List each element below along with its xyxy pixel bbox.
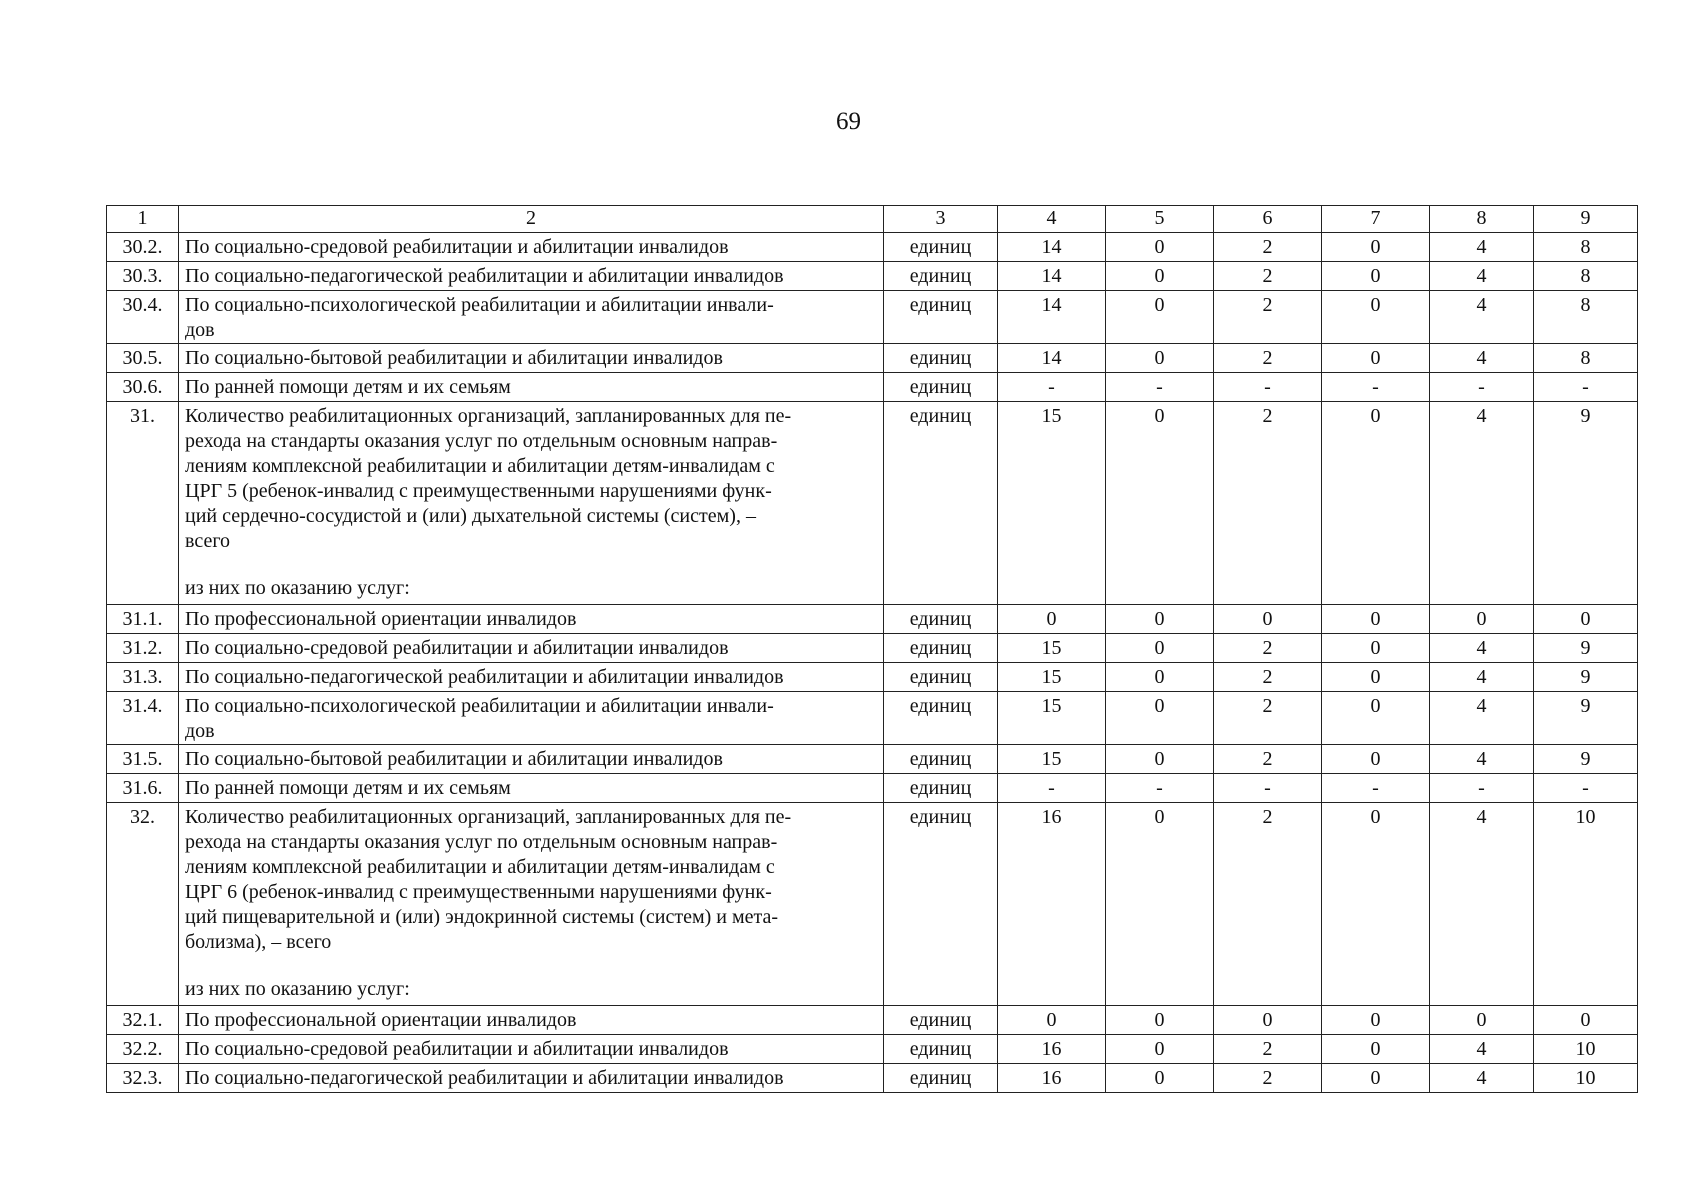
value-cell: 0 (1322, 1006, 1430, 1035)
row-number-cell: 30.3. (107, 262, 179, 291)
value-cell: 4 (1430, 663, 1534, 692)
description-cell (179, 344, 884, 373)
value-cell: 0 (1322, 402, 1430, 605)
value-cell: 0 (1106, 634, 1214, 663)
value-cell: 0 (1430, 605, 1534, 634)
value-cell: 2 (1214, 402, 1322, 605)
description-cell (179, 1035, 884, 1064)
value-cell: 4 (1430, 692, 1534, 745)
value-cell: 0 (1106, 1006, 1214, 1035)
header-cell: 7 (1322, 206, 1430, 233)
header-cell: 5 (1106, 206, 1214, 233)
value-cell: 9 (1534, 692, 1638, 745)
value-cell: 2 (1214, 1064, 1322, 1093)
row-number-cell: 32.2. (107, 1035, 179, 1064)
row-number-cell: 31. (107, 402, 179, 605)
value-cell: 0 (998, 605, 1106, 634)
table-body (107, 206, 1638, 1093)
description-cell (179, 291, 884, 344)
description-cell (179, 803, 884, 1006)
value-cell: 4 (1430, 803, 1534, 1006)
description-cell (179, 692, 884, 745)
unit-cell: единиц (884, 344, 998, 373)
description-text: По социально-психологической реабилитации и абилитации инвали- дов (185, 294, 774, 341)
table-row (107, 373, 1638, 402)
value-cell: - (1214, 774, 1322, 803)
value-cell: 10 (1534, 1064, 1638, 1093)
row-number-cell: 31.3. (107, 663, 179, 692)
subheading-text: из них по оказанию услуг: (185, 978, 410, 1000)
unit-cell: единиц (884, 233, 998, 262)
unit-cell: единиц (884, 262, 998, 291)
value-cell: - (1322, 373, 1430, 402)
page-number: 69 (836, 108, 861, 135)
row-number-cell: 32.1. (107, 1006, 179, 1035)
value-cell: 2 (1214, 1035, 1322, 1064)
value-cell: 4 (1430, 262, 1534, 291)
value-cell: 2 (1214, 344, 1322, 373)
value-cell: 0 (1106, 262, 1214, 291)
value-cell: 14 (998, 291, 1106, 344)
value-cell: 2 (1214, 745, 1322, 774)
value-cell: - (998, 373, 1106, 402)
value-cell: 9 (1534, 745, 1638, 774)
value-cell: 14 (998, 344, 1106, 373)
value-cell: - (1430, 373, 1534, 402)
value-cell: - (998, 774, 1106, 803)
value-cell: 0 (1106, 233, 1214, 262)
row-number-cell: 30.6. (107, 373, 179, 402)
description-cell (179, 605, 884, 634)
row-number-cell: 30.5. (107, 344, 179, 373)
value-cell: 0 (1106, 344, 1214, 373)
data-table (106, 205, 1638, 1093)
unit-cell: единиц (884, 373, 998, 402)
value-cell: 0 (1322, 663, 1430, 692)
value-cell: 0 (1322, 692, 1430, 745)
value-cell: 4 (1430, 233, 1534, 262)
value-cell: 0 (1322, 344, 1430, 373)
value-cell: 10 (1534, 1035, 1638, 1064)
value-cell: - (1106, 774, 1214, 803)
value-cell: 4 (1430, 1064, 1534, 1093)
value-cell: 8 (1534, 233, 1638, 262)
value-cell: 2 (1214, 262, 1322, 291)
value-cell: - (1106, 373, 1214, 402)
header-cell: 1 (107, 206, 179, 233)
value-cell: - (1322, 774, 1430, 803)
value-cell: 2 (1214, 663, 1322, 692)
description-cell (179, 634, 884, 663)
header-cell: 6 (1214, 206, 1322, 233)
value-cell: - (1534, 373, 1638, 402)
value-cell: 14 (998, 262, 1106, 291)
table-row (107, 692, 1638, 745)
value-cell: 4 (1430, 344, 1534, 373)
value-cell: 2 (1214, 692, 1322, 745)
description-text: По социально-бытовой реабилитации и абилитации инвалидов (185, 748, 723, 770)
header-cell: 2 (179, 206, 884, 233)
description-text: Количество реабилитационных организаций, запланированных для пе- рехода на стандарты оказания услуг по отдельным основным направ- лениям комплексной реабилитации и абилитации детям-инвалидам с ЦРГ 5 (ребенок-инвалид с преимущественными нарушениями функ- ций сердечно-сосудистой и (или) дыхательной системы (систем), – всего (185, 405, 792, 552)
value-cell: 0 (1106, 291, 1214, 344)
value-cell: 16 (998, 803, 1106, 1006)
value-cell: 8 (1534, 344, 1638, 373)
row-number-cell: 31.1. (107, 605, 179, 634)
table-row (107, 803, 1638, 1006)
description-text: По социально-психологической реабилитации и абилитации инвали- дов (185, 695, 774, 742)
table-row (107, 402, 1638, 605)
value-cell: 0 (1534, 1006, 1638, 1035)
row-number-cell: 30.4. (107, 291, 179, 344)
value-cell: 0 (1322, 1035, 1430, 1064)
table-row (107, 291, 1638, 344)
value-cell: 0 (1430, 1006, 1534, 1035)
value-cell: 16 (998, 1064, 1106, 1093)
column-number-row (107, 206, 1638, 233)
value-cell: 0 (1106, 1035, 1214, 1064)
value-cell: 4 (1430, 634, 1534, 663)
value-cell: 0 (1322, 634, 1430, 663)
value-cell: 0 (1106, 692, 1214, 745)
table-row (107, 634, 1638, 663)
unit-cell: единиц (884, 774, 998, 803)
value-cell: 0 (998, 1006, 1106, 1035)
value-cell: 0 (1214, 605, 1322, 634)
table-row (107, 344, 1638, 373)
value-cell: 0 (1106, 803, 1214, 1006)
description-cell (179, 402, 884, 605)
value-cell: 14 (998, 233, 1106, 262)
row-number-cell: 31.6. (107, 774, 179, 803)
value-cell: 0 (1106, 1064, 1214, 1093)
value-cell: 0 (1214, 1006, 1322, 1035)
table-row (107, 1064, 1638, 1093)
row-number-cell: 31.4. (107, 692, 179, 745)
row-number-cell: 31.5. (107, 745, 179, 774)
description-text: По социально-бытовой реабилитации и абилитации инвалидов (185, 347, 723, 369)
value-cell: 15 (998, 692, 1106, 745)
value-cell: 0 (1322, 745, 1430, 774)
value-cell: 0 (1106, 605, 1214, 634)
description-cell (179, 745, 884, 774)
description-text: По социально-педагогической реабилитации и абилитации инвалидов (185, 666, 784, 688)
value-cell: 15 (998, 402, 1106, 605)
description-cell (179, 233, 884, 262)
value-cell: 9 (1534, 634, 1638, 663)
value-cell: 0 (1106, 402, 1214, 605)
table-row (107, 1006, 1638, 1035)
description-cell (179, 373, 884, 402)
value-cell: 0 (1322, 1064, 1430, 1093)
table-row (107, 233, 1638, 262)
header-cell: 9 (1534, 206, 1638, 233)
row-number-cell: 30.2. (107, 233, 179, 262)
unit-cell: единиц (884, 402, 998, 605)
table-row (107, 1035, 1638, 1064)
description-text: Количество реабилитационных организаций, запланированных для пе- рехода на стандарты оказания услуг по отдельным основным направ- лениям комплексной реабилитации и абилитации детям-инвалидам с ЦРГ 6 (ребенок-инвалид с преимущественными нарушениями функ- ций пищеварительной и (или) эндокринной системы (систем) и мета- болизма), – всего (185, 806, 792, 953)
value-cell: 0 (1322, 262, 1430, 291)
description-cell (179, 663, 884, 692)
value-cell: 2 (1214, 291, 1322, 344)
description-cell (179, 1006, 884, 1035)
description-text: По социально-педагогической реабилитации и абилитации инвалидов (185, 265, 784, 287)
description-text: По профессиональной ориентации инвалидов (185, 1009, 577, 1031)
value-cell: 4 (1430, 1035, 1534, 1064)
table-row (107, 745, 1638, 774)
value-cell: 0 (1322, 291, 1430, 344)
value-cell: 2 (1214, 634, 1322, 663)
header-cell: 3 (884, 206, 998, 233)
unit-cell: единиц (884, 1006, 998, 1035)
description-cell (179, 262, 884, 291)
description-cell (179, 1064, 884, 1093)
description-text: По ранней помощи детям и их семьям (185, 376, 511, 398)
unit-cell: единиц (884, 1035, 998, 1064)
description-text: По социально-педагогической реабилитации и абилитации инвалидов (185, 1067, 784, 1089)
description-text: По социально-средовой реабилитации и абилитации инвалидов (185, 1038, 729, 1060)
description-text: По социально-средовой реабилитации и абилитации инвалидов (185, 637, 729, 659)
value-cell: 4 (1430, 402, 1534, 605)
table-row (107, 663, 1638, 692)
value-cell: - (1534, 774, 1638, 803)
value-cell: 2 (1214, 803, 1322, 1006)
subheading-text: из них по оказанию услуг: (185, 577, 410, 599)
row-number-cell: 31.2. (107, 634, 179, 663)
value-cell: 0 (1106, 745, 1214, 774)
unit-cell: единиц (884, 1064, 998, 1093)
description-text: По ранней помощи детям и их семьям (185, 777, 511, 799)
value-cell: 15 (998, 663, 1106, 692)
description-text: По социально-средовой реабилитации и абилитации инвалидов (185, 236, 729, 258)
value-cell: 4 (1430, 291, 1534, 344)
value-cell: 0 (1534, 605, 1638, 634)
value-cell: 15 (998, 745, 1106, 774)
description-cell (179, 774, 884, 803)
value-cell: 0 (1322, 605, 1430, 634)
value-cell: 15 (998, 634, 1106, 663)
table-row (107, 262, 1638, 291)
value-cell: - (1214, 373, 1322, 402)
table-row (107, 774, 1638, 803)
unit-cell: единиц (884, 745, 998, 774)
value-cell: 8 (1534, 262, 1638, 291)
header-cell: 8 (1430, 206, 1534, 233)
value-cell: 10 (1534, 803, 1638, 1006)
value-cell: - (1430, 774, 1534, 803)
unit-cell: единиц (884, 605, 998, 634)
unit-cell: единиц (884, 803, 998, 1006)
header-cell: 4 (998, 206, 1106, 233)
value-cell: 0 (1322, 233, 1430, 262)
value-cell: 2 (1214, 233, 1322, 262)
value-cell: 0 (1106, 663, 1214, 692)
unit-cell: единиц (884, 634, 998, 663)
value-cell: 9 (1534, 402, 1638, 605)
unit-cell: единиц (884, 663, 998, 692)
unit-cell: единиц (884, 692, 998, 745)
value-cell: 0 (1322, 803, 1430, 1006)
value-cell: 9 (1534, 663, 1638, 692)
value-cell: 4 (1430, 745, 1534, 774)
table-row (107, 605, 1638, 634)
row-number-cell: 32. (107, 803, 179, 1006)
value-cell: 8 (1534, 291, 1638, 344)
unit-cell: единиц (884, 291, 998, 344)
description-text: По профессиональной ориентации инвалидов (185, 608, 577, 630)
row-number-cell: 32.3. (107, 1064, 179, 1093)
value-cell: 16 (998, 1035, 1106, 1064)
